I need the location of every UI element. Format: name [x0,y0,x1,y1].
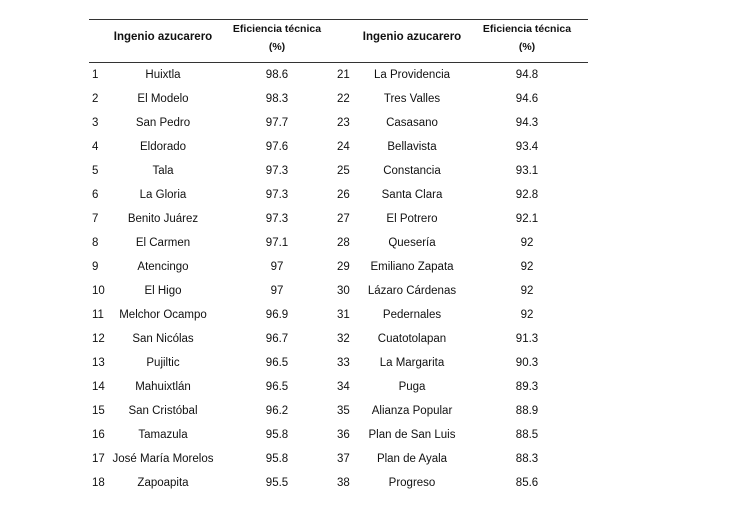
efficiency-value: 98.3 [265,93,289,105]
efficiency-value: 92 [520,285,534,297]
mill-name: Santa Clara [381,189,443,201]
efficiency-table [89,19,588,495]
efficiency-value: 92 [520,309,534,321]
efficiency-value: 97.3 [265,189,289,201]
efficiency-value: 94.8 [515,69,539,81]
table-row [89,207,588,231]
row-number: 3 [92,117,99,129]
row-number: 31 [337,309,350,321]
table-row [89,399,588,423]
mill-name: Eldorado [139,141,187,153]
mill-name: Benito Juárez [127,213,199,225]
efficiency-value: 88.9 [515,405,539,417]
row-number: 14 [92,381,105,393]
row-number: 9 [92,261,99,273]
table-row [89,231,588,255]
row-number: 27 [337,213,350,225]
row-number: 26 [337,189,350,201]
mill-name: San Cristóbal [128,405,198,417]
row-number: 35 [337,405,350,417]
table-row [89,351,588,375]
efficiency-value: 88.5 [515,429,539,441]
table-row [89,159,588,183]
header-name-left: Ingenio azucarero [113,31,213,43]
mill-name: Melchor Ocampo [119,309,207,321]
efficiency-value: 95.8 [265,453,289,465]
row-number: 21 [337,69,350,81]
mill-name: Cuatotolapan [377,333,447,345]
table-row [89,255,588,279]
mill-name: Quesería [388,237,436,249]
mill-name: Mahuixtlán [135,381,191,393]
mill-name: Pujiltic [146,357,180,369]
efficiency-value: 91.3 [515,333,539,345]
table-row [89,87,588,111]
mill-name: Huixtla [145,69,181,81]
row-number: 36 [337,429,350,441]
table-row [89,471,588,495]
row-number: 1 [92,69,99,81]
efficiency-value: 95.5 [265,477,289,489]
efficiency-value: 97.6 [265,141,289,153]
mill-name: La Margarita [379,357,445,369]
row-number: 34 [337,381,350,393]
row-number: 11 [92,309,104,321]
row-number: 8 [92,237,99,249]
efficiency-value: 97.3 [265,165,289,177]
mill-name: José María Morelos [112,453,214,465]
efficiency-value: 97.1 [265,237,289,249]
header-efficiency-right [472,20,582,56]
efficiency-value: 92 [520,261,534,273]
mill-name: Casasano [386,117,438,129]
efficiency-value: 93.1 [515,165,539,177]
efficiency-value: 92.8 [515,189,539,201]
row-number: 13 [92,357,105,369]
header-efficiency-left [222,20,332,56]
efficiency-value: 95.8 [265,429,289,441]
mill-name: Bellavista [387,141,437,153]
header-efficiency-unit: (%) [268,41,286,53]
mill-name: Lázaro Cárdenas [367,285,457,297]
row-number: 12 [92,333,105,345]
row-number: 38 [337,477,350,489]
table-row [89,279,588,303]
row-number: 37 [337,453,350,465]
table-row [89,135,588,159]
row-number: 7 [92,213,99,225]
mill-name: Progreso [388,477,436,489]
mill-name: La Gloria [139,189,187,201]
mill-name: Plan de Ayala [376,453,448,465]
mill-name: Atencingo [137,261,189,273]
header-efficiency-unit: (%) [518,41,536,53]
efficiency-value: 94.6 [515,93,539,105]
mill-name: El Modelo [137,93,189,105]
mill-name: San Pedro [135,117,191,129]
row-number: 25 [337,165,350,177]
mill-name: Emiliano Zapata [370,261,454,273]
header-name-right: Ingenio azucarero [362,31,462,43]
mill-name: El Potrero [386,213,438,225]
row-number: 4 [92,141,99,153]
mill-name: Tala [152,165,174,177]
mill-name: San Nicólas [132,333,194,345]
efficiency-value: 97.7 [265,117,289,129]
mill-name: Plan de San Luis [368,429,456,441]
table-row [89,303,588,327]
table-row [89,183,588,207]
efficiency-value: 97 [270,285,284,297]
row-number: 16 [92,429,105,441]
row-number: 17 [92,453,105,465]
mill-name: Tamazula [138,429,188,441]
row-number: 10 [92,285,105,297]
efficiency-value: 97 [270,261,284,273]
table-row [89,447,588,471]
table-row [89,111,588,135]
efficiency-value: 89.3 [515,381,539,393]
table-row [89,327,588,351]
header-efficiency-label: Eficiencia técnica [482,23,572,35]
row-number: 23 [337,117,350,129]
efficiency-value: 96.2 [265,405,289,417]
mill-name: Alianza Popular [371,405,453,417]
efficiency-value: 96.9 [265,309,289,321]
row-number: 18 [92,477,105,489]
efficiency-value: 92.1 [515,213,539,225]
table-row [89,423,588,447]
row-number: 6 [92,189,99,201]
row-number: 24 [337,141,350,153]
row-number: 32 [337,333,350,345]
efficiency-value: 96.7 [265,333,289,345]
efficiency-value: 94.3 [515,117,539,129]
table-body [89,63,588,495]
row-number: 15 [92,405,105,417]
row-number: 2 [92,93,99,105]
table-row [89,375,588,399]
mill-name: El Carmen [135,237,191,249]
table-row [89,63,588,87]
row-number: 28 [337,237,350,249]
efficiency-value: 88.3 [515,453,539,465]
header-efficiency-label: Eficiencia técnica [232,23,322,35]
efficiency-value: 97.3 [265,213,289,225]
row-number: 29 [337,261,350,273]
efficiency-value: 96.5 [265,357,289,369]
row-number: 30 [337,285,350,297]
row-number: 33 [337,357,350,369]
row-number: 22 [337,93,350,105]
efficiency-value: 96.5 [265,381,289,393]
mill-name: La Providencia [373,69,451,81]
mill-name: El Higo [144,285,182,297]
mill-name: Constancia [383,165,441,177]
efficiency-value: 92 [520,237,534,249]
efficiency-value: 90.3 [515,357,539,369]
efficiency-value: 98.6 [265,69,289,81]
mill-name: Tres Valles [383,93,441,105]
table-header [89,20,588,63]
mill-name: Zapoapita [137,477,189,489]
mill-name: Pedernales [382,309,442,321]
mill-name: Puga [398,381,426,393]
efficiency-value: 93.4 [515,141,539,153]
efficiency-value: 85.6 [515,477,539,489]
row-number: 5 [92,165,99,177]
